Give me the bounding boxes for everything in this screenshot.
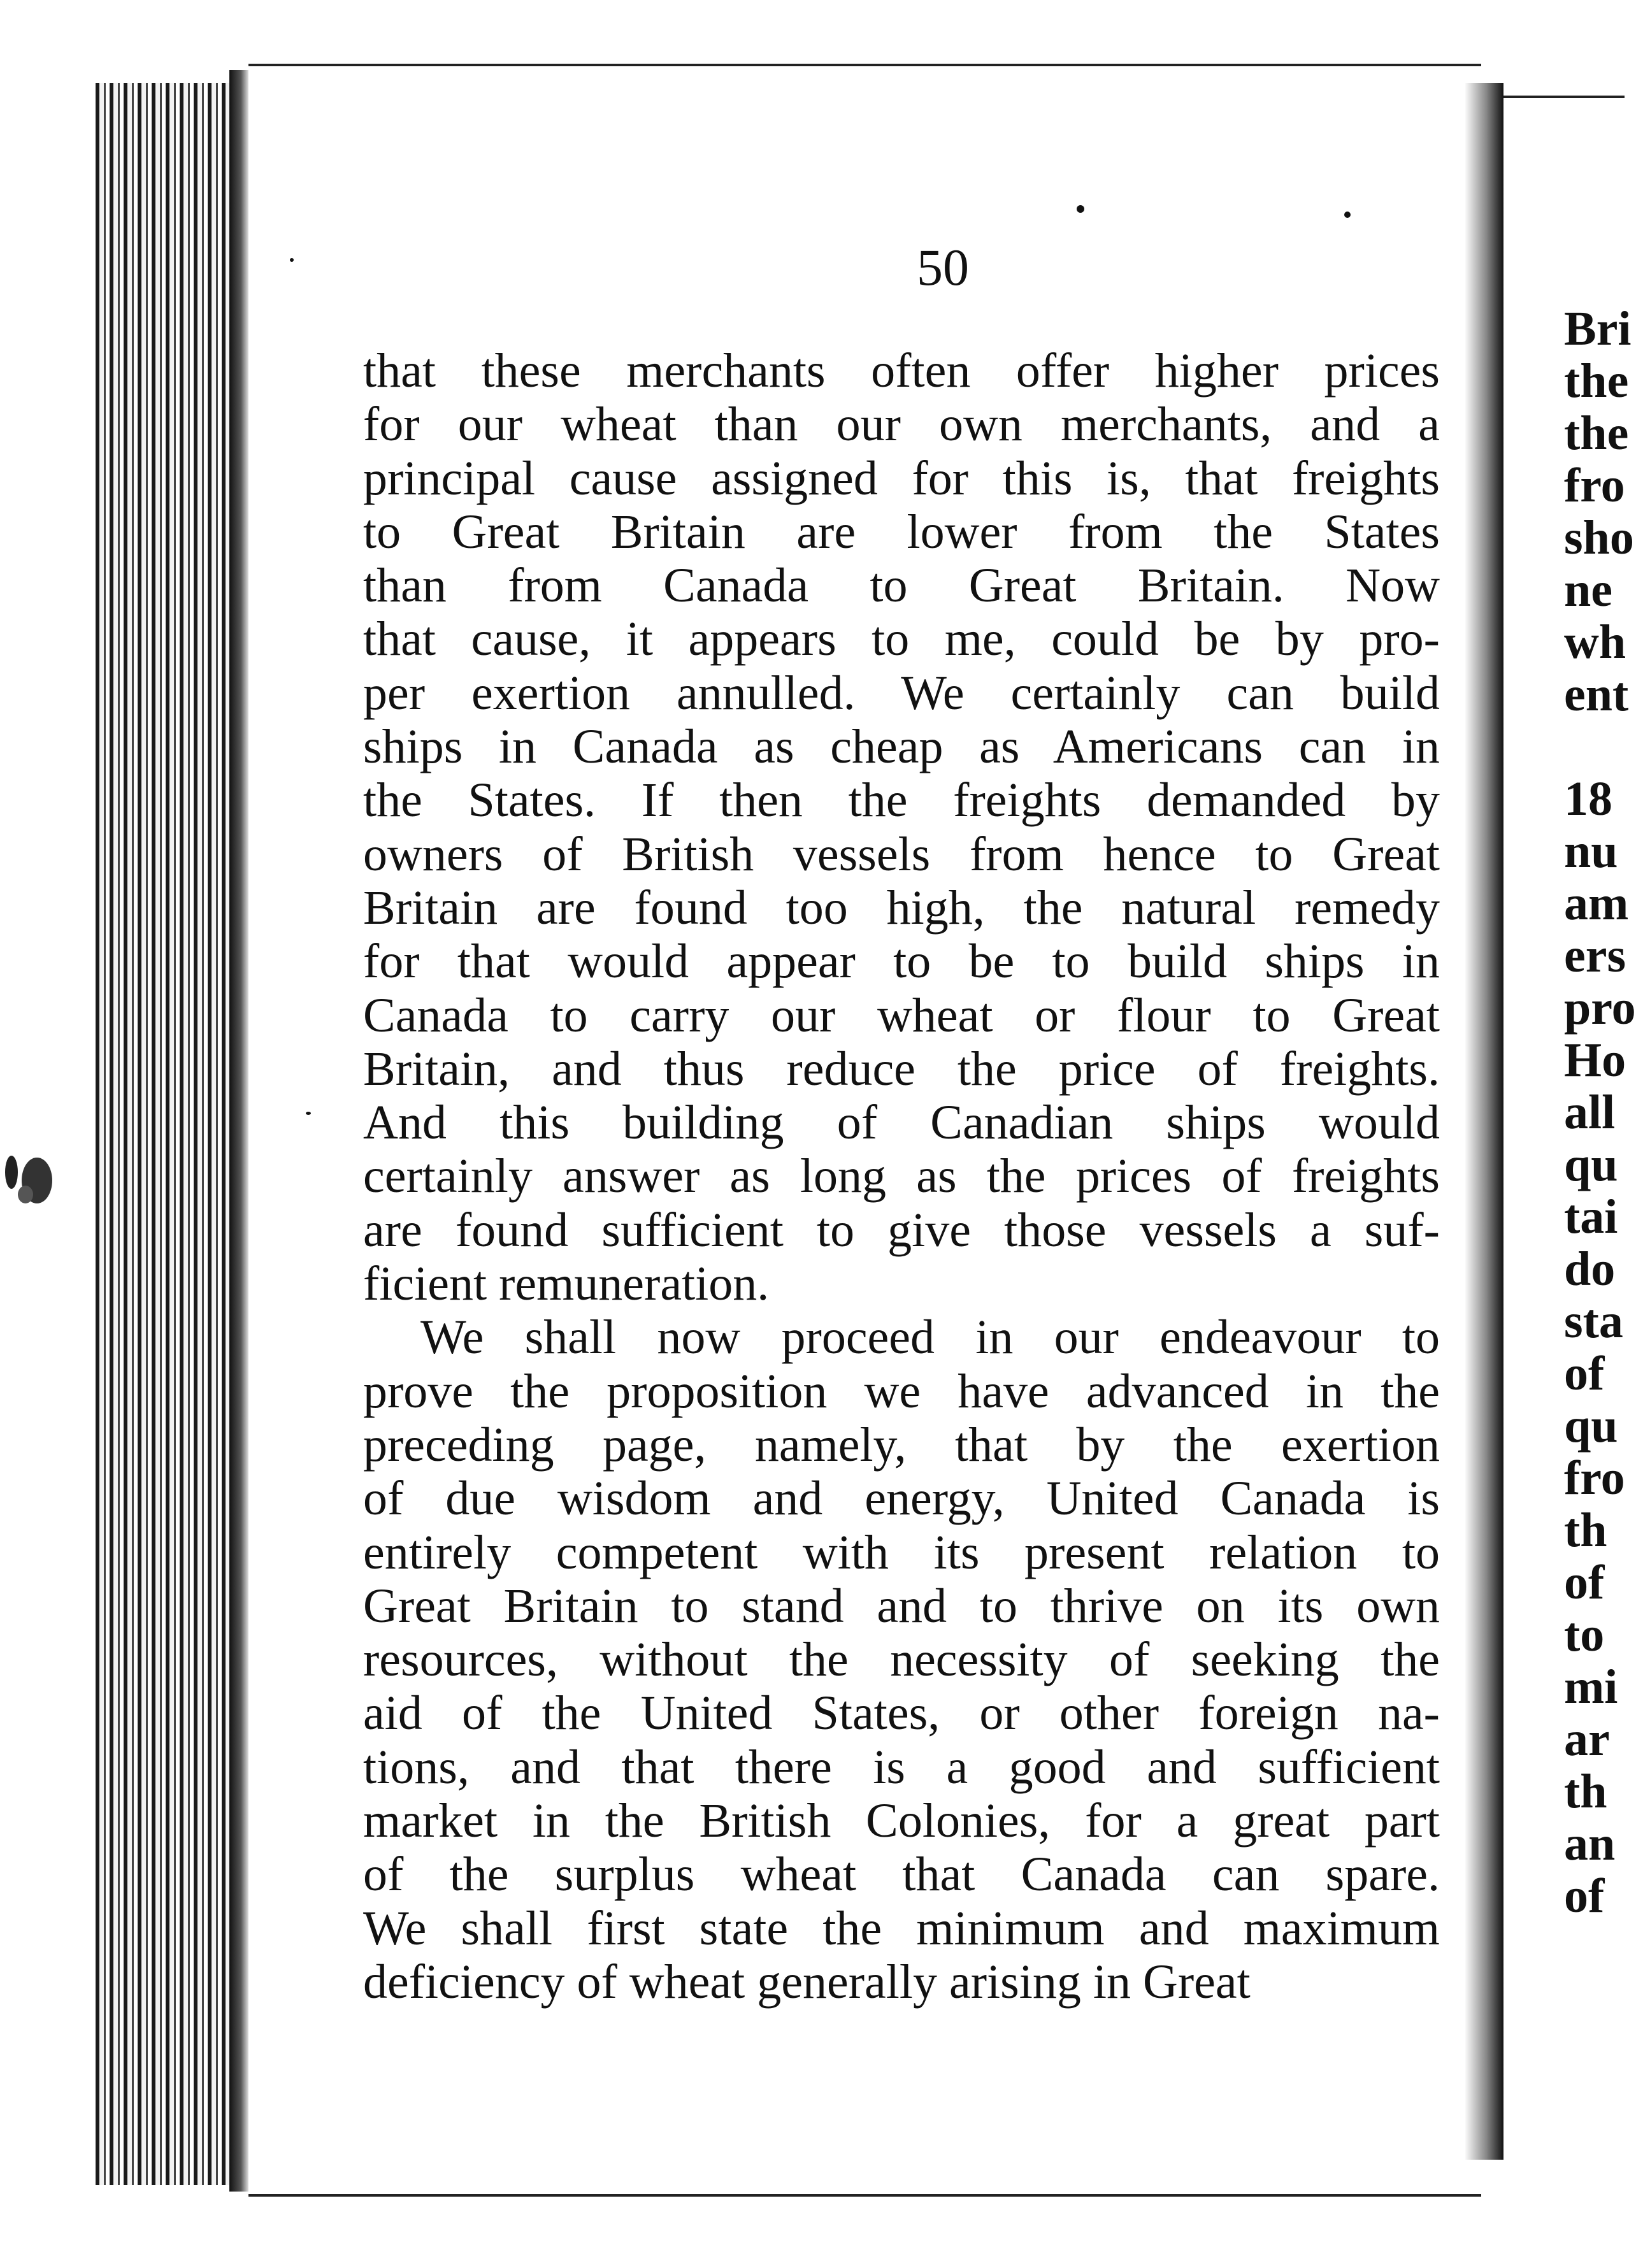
facing-page-fragment: Ho — [1564, 1033, 1626, 1087]
text-line: preceding page, namely, that by the exertion — [363, 1418, 1440, 1472]
facing-page-fragment: an — [1564, 1817, 1616, 1870]
facing-page-fragment: am — [1564, 877, 1629, 930]
text-line: entirely competent with its present relation to — [363, 1525, 1440, 1579]
text-line: the States. If then the freights demanded by — [363, 773, 1440, 828]
page-number: 50 — [917, 238, 969, 296]
facing-page-fragment: ar — [1564, 1712, 1610, 1766]
facing-page-fragment: of — [1564, 1347, 1605, 1400]
facing-page-fragment: wh — [1564, 615, 1626, 669]
facing-page-fragment: ers — [1564, 929, 1626, 982]
ink-speck — [1077, 205, 1084, 213]
book-gutter — [1465, 83, 1503, 2160]
facing-page-fragment: mi — [1564, 1660, 1618, 1714]
text-line: are found sufficient to give those vessels a suf- — [363, 1203, 1440, 1257]
facing-page-fragment: all — [1564, 1086, 1616, 1139]
facing-page-fragment: th — [1564, 1504, 1607, 1557]
page-edge-shadow — [229, 70, 248, 2192]
facing-page-fragment: sho — [1564, 511, 1634, 564]
text-line: ships in Canada as cheap as Americans can in — [363, 720, 1440, 774]
text-line: than from Canada to Great Britain. Now — [363, 559, 1440, 613]
facing-page-fragment: tai — [1564, 1190, 1618, 1244]
text-line: prove the proposition we have advanced in the — [363, 1364, 1440, 1418]
facing-page-fragment: fro — [1564, 459, 1625, 512]
facing-page-fragment: pro — [1564, 981, 1636, 1035]
facing-page-fragment: ent — [1564, 668, 1629, 721]
text-line: deficiency of wheat generally arising in Great — [363, 1955, 1251, 2009]
text-line: ficient remuneration. — [363, 1257, 770, 1311]
text-line: certainly answer as long as the prices of freights — [363, 1149, 1440, 1203]
text-line: Great Britain to stand and to thrive on its own — [363, 1579, 1440, 1633]
text-line: resources, without the necessity of seeking the — [363, 1633, 1440, 1687]
text-line: that these merchants often offer higher prices — [363, 344, 1440, 398]
facing-page-fragment: sta — [1564, 1295, 1623, 1348]
text-line: We shall now proceed in our endeavour to — [420, 1310, 1440, 1365]
page-leaf-edges — [96, 83, 248, 2185]
text-line: Canada to carry our wheat or flour to Great — [363, 988, 1440, 1042]
facing-page-fragment: qu — [1564, 1399, 1618, 1453]
ink-speck — [306, 1112, 311, 1115]
facing-page-fragment: Bri — [1564, 302, 1632, 355]
ink-speck — [1344, 212, 1351, 218]
text-line: owners of British vessels from hence to Great — [363, 827, 1440, 881]
text-line: market in the British Colonies, for a great part — [363, 1794, 1440, 1848]
facing-page-fragment: the — [1564, 406, 1629, 460]
text-line: of the surplus wheat that Canada can spare. — [363, 1848, 1440, 1902]
facing-page-fragment: fro — [1564, 1451, 1625, 1505]
facing-page-text — [1564, 302, 1636, 1923]
text-line: And this building of Canadian ships would — [363, 1096, 1440, 1150]
text-line: of due wisdom and energy, United Canada is — [363, 1472, 1440, 1526]
text-line: for that would appear to be to build ships in — [363, 935, 1440, 989]
facing-page-fragment: 18 — [1564, 772, 1612, 826]
text-line: Britain are found too high, the natural remedy — [363, 880, 1440, 935]
ink-speck — [290, 258, 294, 262]
facing-page-fragment: qu — [1564, 1138, 1618, 1191]
text-line: Britain, and thus reduce the price of freights. — [363, 1042, 1440, 1096]
text-line: that cause, it appears to me, could be by pro- — [363, 612, 1440, 666]
text-line: aid of the United States, or other foreign na- — [363, 1686, 1440, 1740]
facing-page-fragment: of — [1564, 1869, 1605, 1923]
scan-blot — [0, 1150, 61, 1220]
text-line: per exertion annulled. We certainly can build — [363, 666, 1440, 720]
facing-page-fragment: th — [1564, 1765, 1607, 1818]
text-line: We shall first state the minimum and maximum — [363, 1901, 1440, 1955]
facing-page-fragment — [1564, 721, 1625, 773]
facing-page-fragment: to — [1564, 1608, 1605, 1662]
facing-page-fragment: the — [1564, 354, 1629, 408]
facing-page-fragment: do — [1564, 1242, 1616, 1296]
facing-page-fragment: ne — [1564, 563, 1612, 617]
text-line: to Great Britain are lower from the States — [363, 505, 1440, 559]
facing-page-fragment: of — [1564, 1556, 1605, 1609]
facing-page-fragment: nu — [1564, 824, 1618, 878]
text-line: for our wheat than our own merchants, and a — [363, 398, 1440, 452]
text-line: tions, and that there is a good and sufficient — [363, 1740, 1440, 1794]
body-text — [363, 344, 1440, 2009]
text-line: principal cause assigned for this is, that freights — [363, 451, 1440, 505]
